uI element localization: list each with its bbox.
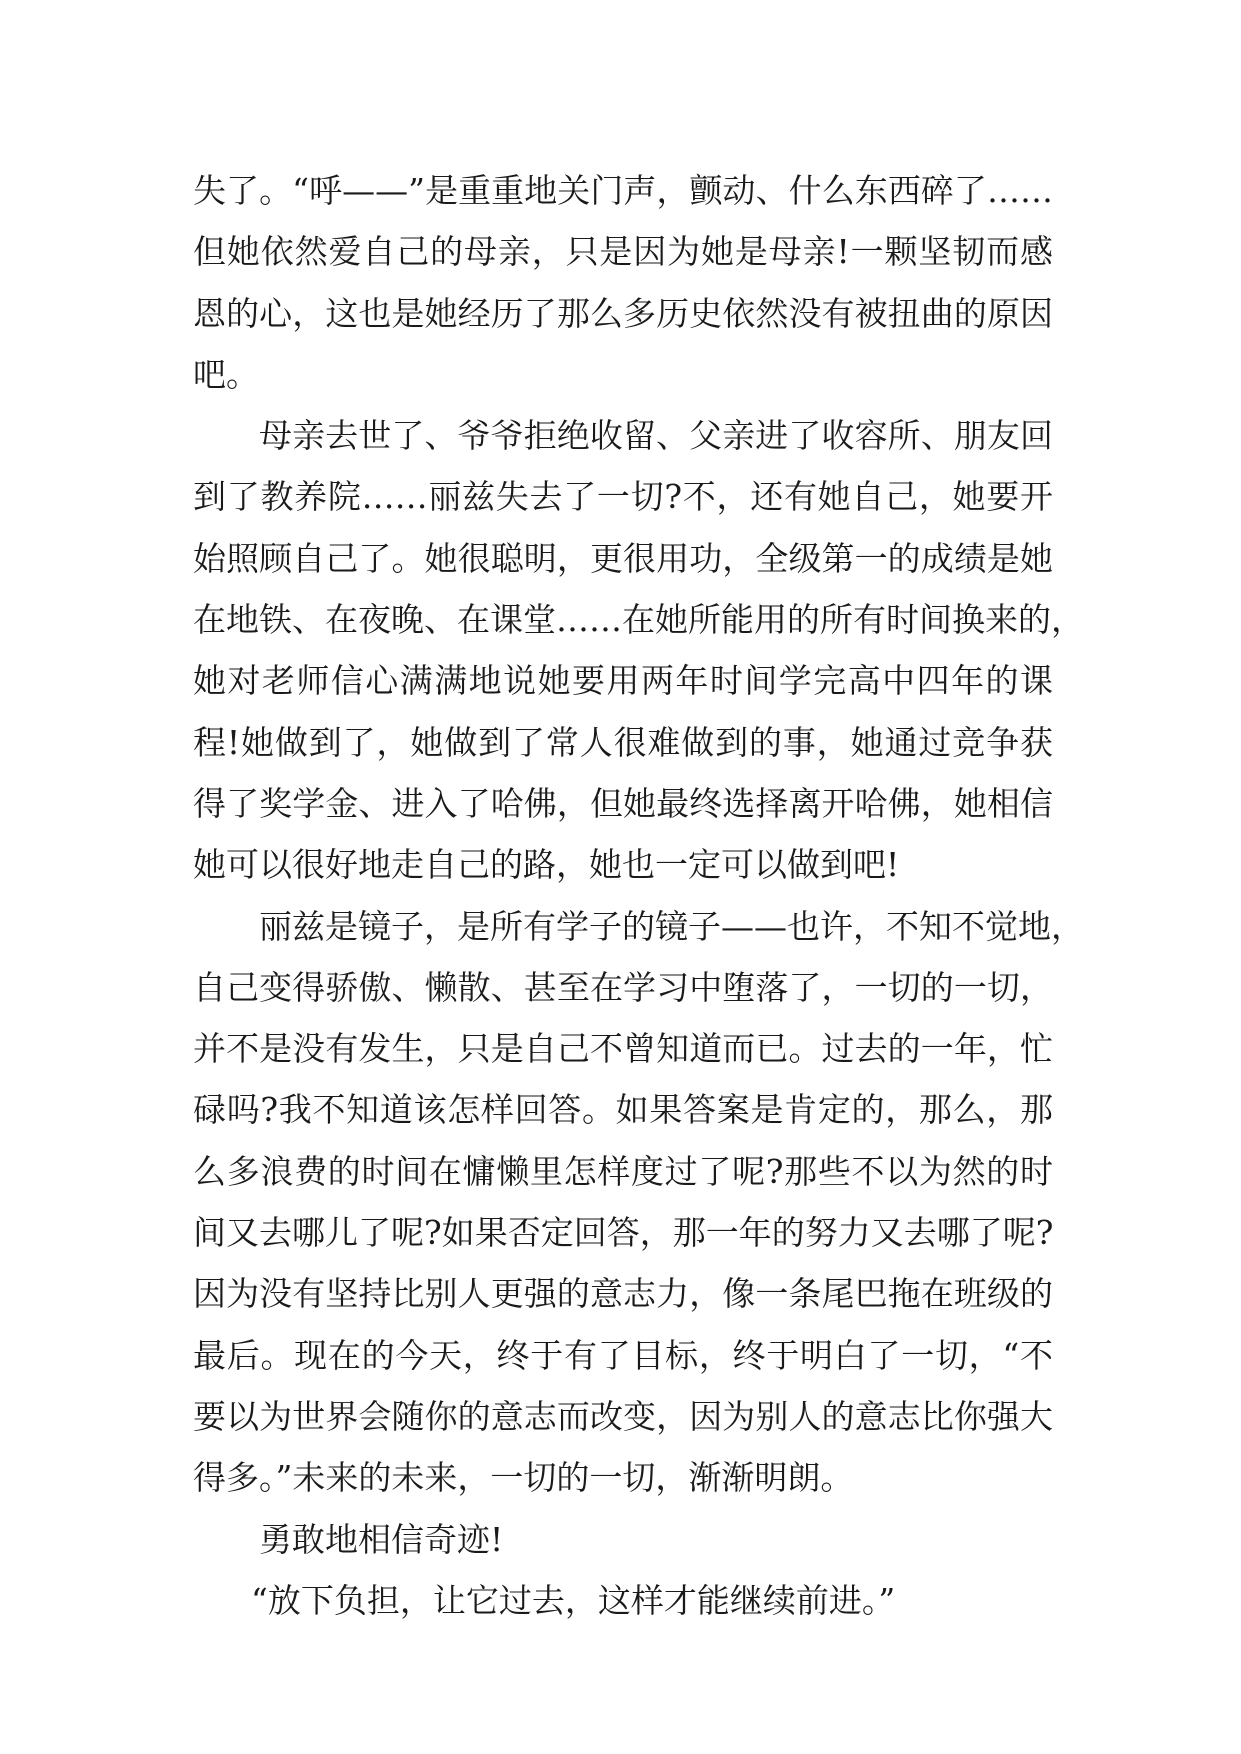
text-line: 碌吗?我不知道该怎样回答。如果答案是肯定的，那么，那 [193, 1090, 1053, 1130]
text-line: 要以为世界会随你的意志而改变，因为别人的意志比你强大 [193, 1396, 1053, 1436]
text-line: 失了。“呼——”是重重地关门声，颤动、什么东西碎了…… [193, 171, 1053, 210]
text-line: 得多。”未来的未来，一切的一切，渐渐明朗。 [193, 1458, 854, 1498]
text-line: 恩的心，这也是她经历了那么多历史依然没有被扭曲的原因 [193, 293, 1053, 333]
text-line: 间又去哪儿了呢?如果否定回答，那一年的努力又去哪了呢? [193, 1213, 1054, 1253]
text-line: 并不是没有发生，只是自己不曾知道而已。过去的一年，忙 [193, 1029, 1053, 1069]
text-line: 但她依然爱自己的母亲，只是因为她是母亲!一颗坚韧而感 [193, 232, 1053, 272]
text-line: 程!她做到了，她做到了常人很难做到的事，她通过竞争获 [193, 722, 1053, 762]
text-line: 因为没有坚持比别人更强的意志力，像一条尾巴拖在班级的 [193, 1274, 1053, 1314]
text-line: 勇敢地相信奇迹! [259, 1519, 504, 1559]
text-line: “放下负担，让它过去，这样才能继续前进。” [251, 1580, 896, 1620]
text-line: 母亲去世了、爷爷拒绝收留、父亲进了收容所、朋友回 [259, 416, 1053, 456]
text-line: 得了奖学金、进入了哈佛，但她最终选择离开哈佛，她相信 [193, 783, 1053, 823]
text-line: 在地铁、在夜晚、在课堂……在她所能用的所有时间换来的， [193, 600, 1084, 640]
text-line: 吧。 [193, 354, 259, 394]
body-text [193, 160, 1084, 1631]
text-line: 最后。现在的今天，终于有了目标，终于明白了一切，“不 [193, 1335, 1053, 1375]
text-line: 到了教养院……丽兹失去了一切?不，还有她自己，她要开 [193, 477, 1053, 517]
text-line: 自己变得骄傲、懒散、甚至在学习中堕落了，一切的一切， [193, 967, 1053, 1007]
text-line: 么多浪费的时间在慵懒里怎样度过了呢?那些不以为然的时 [193, 1151, 1053, 1191]
text-line: 始照顾自己了。她很聪明，更很用功，全级第一的成绩是她 [193, 538, 1053, 578]
text-line: 丽兹是镜子，是所有学子的镜子——也许，不知不觉地， [259, 906, 1084, 946]
text-line: 她可以很好地走自己的路，她也一定可以做到吧! [193, 845, 900, 885]
text-line: 她对老师信心满满地说她要用两年时间学完高中四年的课 [193, 661, 1053, 701]
